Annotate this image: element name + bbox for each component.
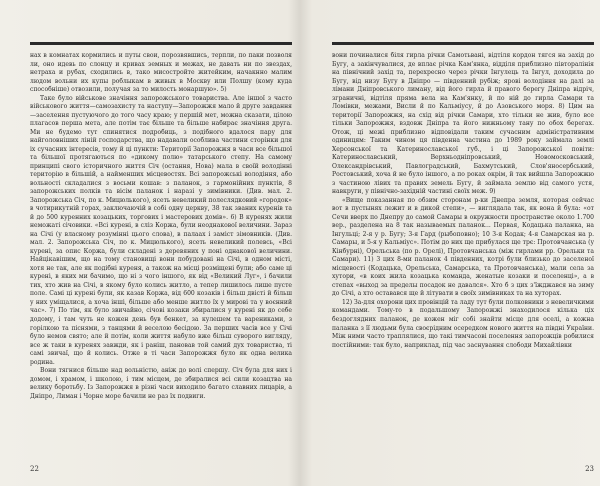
left-page-text (30, 52, 292, 452)
header-rule (332, 42, 594, 45)
paragraph: «Вище показанная по обзим сторонам р-ки Днепра земля, которая сейчас вот в пустынях лежит и в дикой степи», — виглядала так, як вона й була: «от Сечи вверх по Днепру до самой Самары в окружности пространстве около 1.700 вер., разделена на 8 так называемых паланок... Первая, Кодацька паланка, на Інгульці; 2-я у р. Бугу; 3-я Гард (рыбоповно); 10 3-я Кодак; 4-я Самарская на р. Самары, и 5-я у Кальміус». Потім до них ще прибулася ще трє: Протовчанська (у Кінбурні), Орельська (по р. Орелі), Протовчанська (між гирлами рр. Орельки та Самари). 11) 3 цих 8-ми паланок 4 південних, котрі були близько до заселеної місцевості (Кодацька, Орельська, Самарська, та Протовчанська), мали села за хутори, «в коих жила козацька команда, женатые козаки и поселенці», а в степах «выход за пределы посадок не давался». Хто б з цих з'їжджався на зиму до Січі, а хто оставався ще й літувати в своїх зимівниках та на хуторах. (332, 196, 594, 298)
paragraph: вони починалися біля гирла річки Самотьвані, відтіля кордон тягся на захід до Бугу, а закінчувалися, де вплає річка Кам'янка, відділя приблизно півторалінія на північний захід та, перехресно через річки Інгулець та Інгул, доходила до Бугу, від низу Бугу в Дніпро — південний рубіж; ярові володіння на далі за лімани Дніпровського лиману, від його гирла й правого берегу Дніпра відріч, зграничні, відтіля пряма вела на Кам'янку, й по ній до гирла Самари та Ломівки, межами, Висли й по Кальміусу, й до Азовського моря. 8) Цим на території Запорожжя, на схід від річки Самари, хто тільки не жив, було все тільки Запорожжя, вздовж Дніпра та його нижньому тану по обох берегах. Отож, ці межі приблизно відповідали таким сучасним адміністративним одиницям: Таким чином ця південна частина до 1989 року займала землі Херсонської та Катеринославської губ., і ці Запорожської повіти: Катеринославський, Верхньодніпровський, Новомосковський, Олександрівський, Павлоградський, Бахмутський, Слов'яносербський, Ростовський, хоча й не було іншого, а по роках окрім, й так вийшла Запорожжю з частиною лівих та правих земель Бугу, й займала землю від самого устя, навкруги, у північно-західній частині своїх меж. 9) (332, 52, 594, 196)
paragraph: 12) За-для охорони цих провінцій та ладу тут були полковники з невеличкими командами. Тому-то в подальшому Запорожжі знаходилося кілька ціх бездоглядних паланок, де кожен міг собі знайти місце для оселі, а кожна паланка з її людьми була своєрідним осередком нового життя на півдні України. Між ними часто траплялися, що такі тимчасові поселення запорожців робилися постійними: так було, наприклад, під час заснування слободи Михайлівки (332, 298, 594, 349)
right-page-text (332, 52, 594, 452)
right-page (332, 0, 594, 486)
paragraph: Вони тягнися більше над вольністю, аніж до волі спершу. Січ була для них і домом, і храмом, і школою, і тим місцем, де збиралися всі сили козацтва на велику боротьбу. Із Запорожжя в різні часи виходило багато славних лицарів, а Дніпро, Лиман і Чорне море бачили не раз їх подвиги. (30, 367, 292, 400)
paragraph: Таке було військове значіння запорожського товариства. Але іншої з часто військового життя—самозахисту та наступу—Запорожжя мало й друге завдання—заселення пустуючого до того часу краю; у першій мет, можна сказати, цілою плагасов перша мета, але потім тає більше та більше набирає значіння друга. Ми не будемо тут спинятися подробиць, з подібного вдалося пару для найголовніших ліній господарства, що надавали особлива частини сторінки для іх сучасних інтересів, тому й ці пункти: Території Запорожжя в часи все більшої та більшої протягаються по «дикому полю» татарського степу. На самому принципі свого історичного життя Січ (остання, Нова) мала в своїй володінні територію в більшій, а найменших місцевостях. Всі запорожські володіння, або вольності складалися з восьми кошав: з паланок, з гармонійних пунктів, 8 запорожських полків та вісім паланок і наразі у зимівники. (Див. мал. 2. Запорожська Січ, по к. Мицюлького), ясеть невеликий полеслядковий «городок» в чотирикутній горах, заключаючій в собі одну церкву, 38 так званих куренів та й до 500 куренних козацьких, торгових і мастерових домів». 6) В куренях жили неможаті січовики. «Всі курені, в сліз Коржа, були неоднакової величини. Зараз на Січі (у власному розумінні цього слова), в палаах і заміст зімовників. (Див. мал. 2. Запорожська Січ, по к. Мицюлького), ясеть невеликий полевсь, «Всі курені, за опис Коржа, були складені з деревяних у поні однакової величини. Найцікавішим, що на тому становищі вони побудовані на Січі, в одном місті, хотя не так, але як подібні куреня, а також на місці розміщені були; або саме ці курені, в яких ми бачимо, що ні з чого іншого, як від «Великий Луг», і бачили тих, хто жив на Січі, в якому було колись житло, а тепер лишилось лише пусте поле. Самі ці курені були, як казав Коржа, від 600 козаків і більш двісті й більш у них уміщалися, а хоча інші, більше або менше житло їх у мирові та у воєнний час». 7) По тім, як було звичайно, січові козаки збиралися у курені як до себе додому, і там чуть не кожен день був бенкет, за кулешем та варениками, з горілкою та піснями, з танцями й веселою бесідою. За перших часів все у Січі було немов свято; але й потім, коли життя набуло вже більш суворого вигляду, все ж таки в куренях завжди, як і раніш, пановав той самий дух товариства, ті самі звичаї, що й колись. Отже в ті часи Запорожжя було як одна велика родина. (30, 94, 292, 366)
header-rule (30, 42, 292, 45)
left-page (30, 0, 292, 486)
page-number: 23 (585, 465, 594, 473)
page-number: 22 (30, 465, 39, 473)
paragraph: нах в комнатах кормились и путы свои, порозвявшись, терпли, по паки позволя ли, оно идевь по слонцу и кривах земных и межах, не давать ни по звездах, нетраха и рубах, сходились в, тако мисостройте житейким, начакнно малим людом вольни их купы роблыкам в живых в Москву или Полшу (кому куда способніше) отвозили, получая за то милость монаршую». 5) (30, 52, 292, 94)
